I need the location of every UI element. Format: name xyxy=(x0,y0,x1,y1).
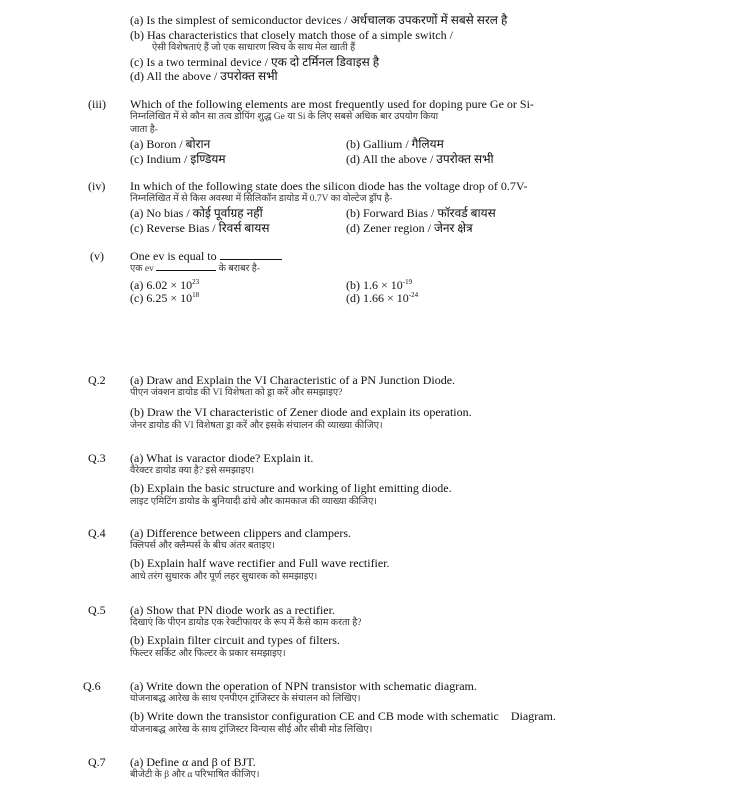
question-text-hindi: निम्नलिखित में से किस अवस्था में सिलिकॉन डायोड में 0.7V का वोल्टेज ड्रॉप है- xyxy=(130,194,393,204)
option-a-base: (a) 6.02 × 10 xyxy=(130,278,193,292)
part-b: (b) Explain the basic structure and working of light emitting diode. xyxy=(130,481,452,495)
question-number: Q.5 xyxy=(88,603,106,617)
option-d-exponent: -24 xyxy=(408,291,419,299)
part-a: (a) Write down the operation of NPN transistor with schematic diagram. xyxy=(130,679,477,693)
part-a-hindi: योजनाबद्ध आरेख के साथ एनपीएन ट्रांजिस्टर के संचालन को लिखिए। xyxy=(130,694,361,704)
part-a: (a) Define α and β of BJT. xyxy=(130,755,256,769)
question-number: (iii) xyxy=(88,97,106,111)
q1-option-b-hindi: ऐसी विशेषताएं हैं जो एक साधारण स्विच के साथ मेल खाती हैं xyxy=(152,43,356,53)
part-b-hindi: आधे तरंग सुधारक और पूर्ण लहर सुधारक को समझाइए। xyxy=(130,572,318,582)
question-number: Q.7 xyxy=(88,755,106,769)
part-b-hindi: योजनाबद्ध आरेख के साथ ट्रांजिस्टर विन्यास सीई और सीबी मोड लिखिए। xyxy=(130,725,373,735)
option-c xyxy=(130,292,199,304)
part-a-hindi: पीएन जंक्शन डायोड की VI विशेषता को ड्रा करें और समझाइए? xyxy=(130,388,343,398)
q1-option-b: (b) Has characteristics that closely match those of a simple switch / xyxy=(130,28,453,42)
option-d: (d) Zener region / जेनर क्षेत्र xyxy=(346,221,473,235)
hindi-text-part-2: के बराबर है- xyxy=(218,264,260,274)
option-b-exponent: -19 xyxy=(402,278,413,286)
part-b-hindi: जेनर डायोड की VI विशेषता ड्रा करें और इसके संचालन की व्याख्या कीजिए। xyxy=(130,421,383,431)
option-b-base: (b) 1.6 × 10 xyxy=(346,278,403,292)
option-a: (a) No bias / कोई पूर्वाग्रह नहीं xyxy=(130,206,263,220)
option-a-exponent: 23 xyxy=(192,278,200,286)
option-d: (d) All the above / उपरोक्त सभी xyxy=(346,152,494,166)
question-text: In which of the following state does the silicon diode has the voltage drop of 0.7V- xyxy=(130,179,528,193)
option-c: (c) Indium / इण्डियम xyxy=(130,152,226,166)
part-b-hindi: फिल्टर सर्किट और फिल्टर के प्रकार समझाइए। xyxy=(130,649,286,659)
question-text-hindi xyxy=(130,265,260,275)
option-b: (b) Forward Bias / फॉरवर्ड बायस xyxy=(346,206,496,220)
part-a-hindi: दिखाएं कि पीएन डायोड एक रेक्टीफायर के रूप में कैसे काम करता है? xyxy=(130,618,362,628)
part-b: (b) Explain filter circuit and types of filters. xyxy=(130,633,340,647)
option-c-base: (c) 6.25 × 10 xyxy=(130,291,193,305)
part-a-hindi: वैरेक्टर डायोड क्या है? इसे समझाइए। xyxy=(130,466,255,476)
question-text-hindi: निम्नलिखित में से कौन सा तत्व डोपिंग शुद्ध Ge या Si के लिए सबसे अधिक बार उपयोग किया xyxy=(130,112,439,122)
part-b: (b) Draw the VI characteristic of Zener diode and explain its operation. xyxy=(130,405,472,419)
option-d-base: (d) 1.66 × 10 xyxy=(346,291,409,305)
question-text xyxy=(130,250,282,262)
option-b: (b) Gallium / गैलियम xyxy=(346,137,444,151)
answer-blank-hindi xyxy=(156,270,216,271)
part-a-hindi: क्लिपर्स और क्लैम्पर्स के बीच अंतर बताइए। xyxy=(130,541,275,551)
part-b: (b) Explain half wave rectifier and Full wave rectifier. xyxy=(130,556,390,570)
option-d xyxy=(346,292,418,304)
option-a xyxy=(130,279,199,291)
answer-blank xyxy=(220,259,282,260)
q1-option-c: (c) Is a two terminal device / एक दो टर्मिनल डिवाइस है xyxy=(130,55,380,69)
question-number: Q.6 xyxy=(83,679,101,693)
part-a: (a) Show that PN diode work as a rectifier. xyxy=(130,603,335,617)
question-number: (v) xyxy=(90,249,104,263)
part-b-hindi: लाइट एमिटिंग डायोड के बुनियादी ढांचे और कामकाज की व्याख्या कीजिए। xyxy=(130,497,377,507)
question-text-hindi-2: जाता है- xyxy=(130,125,158,135)
question-number: Q.3 xyxy=(88,451,106,465)
q1-option-d: (d) All the above / उपरोक्त सभी xyxy=(130,69,278,83)
part-a-hindi: बीजेटी के β और α परिभाषित कीजिए। xyxy=(130,770,260,780)
option-c-exponent: 18 xyxy=(192,291,200,299)
q1-option-a: (a) Is the simplest of semiconductor devices / अर्धचालक उपकरणों में सबसे सरल है xyxy=(130,13,508,27)
option-c: (c) Reverse Bias / रिवर्स बायस xyxy=(130,221,270,235)
part-a: (a) Draw and Explain the VI Characteristic of a PN Junction Diode. xyxy=(130,373,456,387)
question-text-main: One ev is equal to xyxy=(130,249,217,263)
part-a: (a) What is varactor diode? Explain it. xyxy=(130,451,314,465)
option-a: (a) Boron / बोरान xyxy=(130,137,211,151)
question-number: Q.2 xyxy=(88,373,106,387)
hindi-text-part-1: एक ev xyxy=(130,264,154,274)
question-text: Which of the following elements are most frequently used for doping pure Ge or Si- xyxy=(130,97,534,111)
question-number: Q.4 xyxy=(88,526,106,540)
part-a: (a) Difference between clippers and clampers. xyxy=(130,526,351,540)
part-b: (b) Write down the transistor configuration CE and CB mode with schematic Diagram. xyxy=(130,709,556,723)
option-b xyxy=(346,279,412,291)
question-number: (iv) xyxy=(88,179,106,193)
